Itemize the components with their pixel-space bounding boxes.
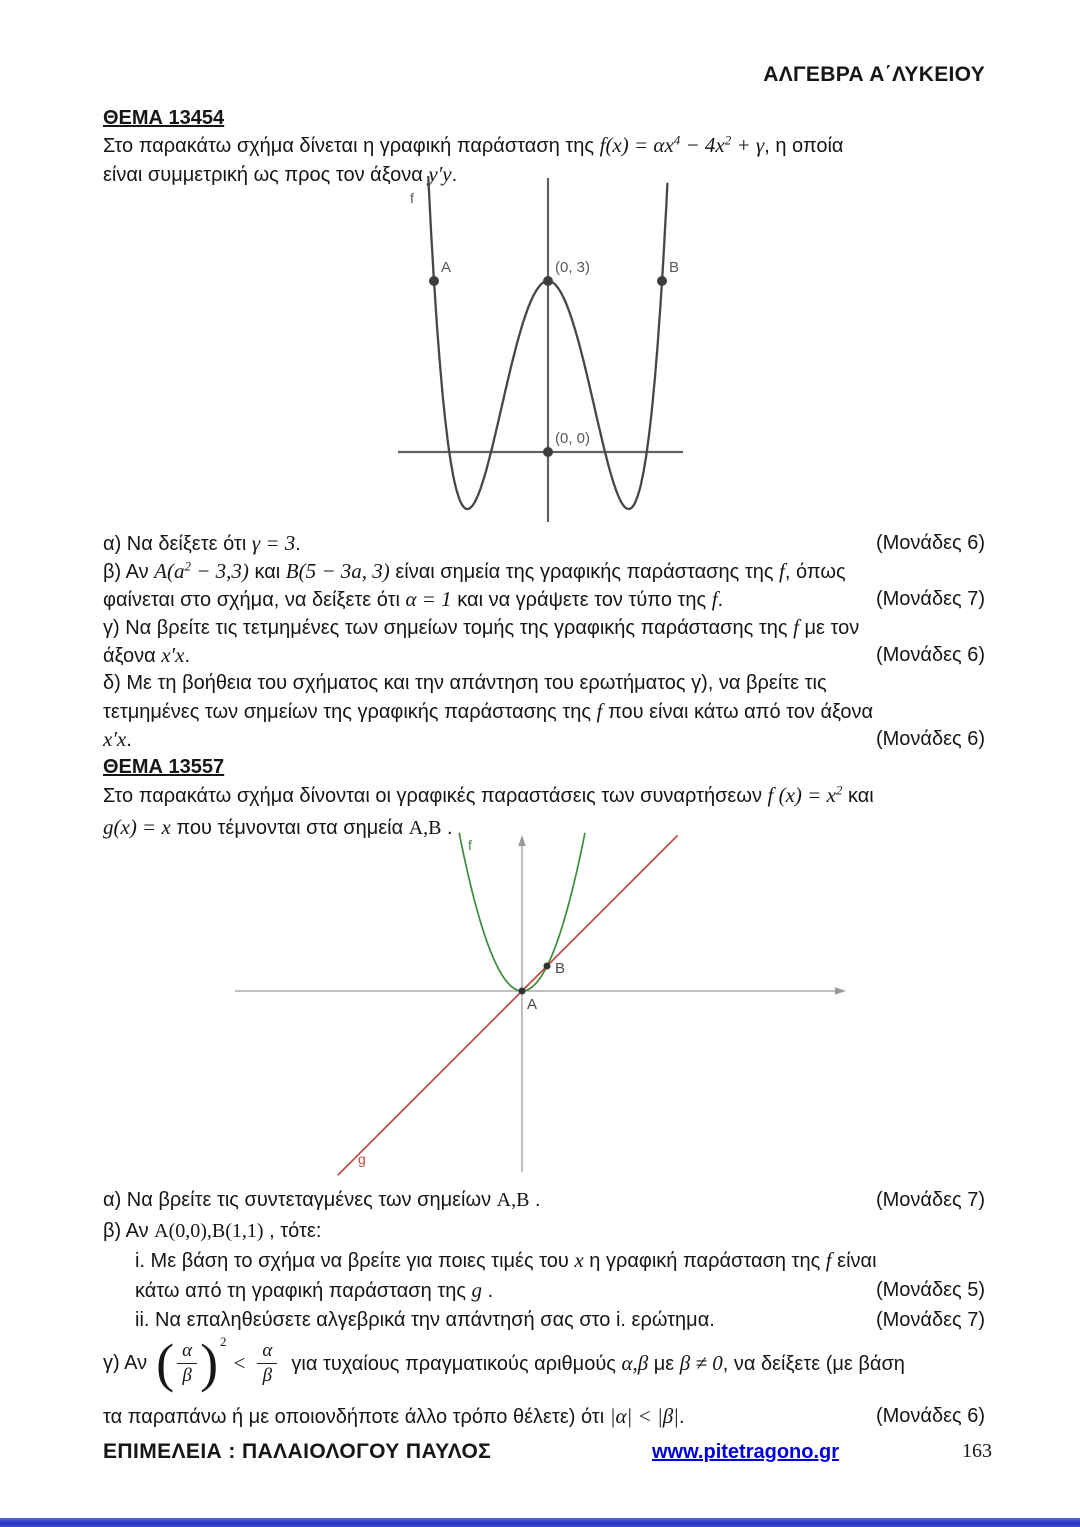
point-dot <box>544 963 551 970</box>
question-text: φαίνεται στο σχήμα, να δείξετε ότι α = 1 και να γράψετε τον τύπο της f. <box>103 587 724 611</box>
theme1-question-b-line1: β) Αν $A(a^2 - 3,3)$ και B(5 − 3a, 3) είναι σημεία της γραφικής παράστασης της f, όπως <box>103 558 846 583</box>
points-label: (Μονάδες 7) <box>875 588 985 610</box>
right-paren: ) <box>200 1333 219 1393</box>
question-text: α) Να βρείτε τις συντεταγμένες των σημείων A,B . <box>103 1189 541 1211</box>
question-text: γ) Αν <box>103 1352 148 1374</box>
points-label: (Μονάδες 7) <box>875 1309 985 1331</box>
theme2-question-b-i-line1: i. Με βάση το σχήμα να βρείτε για ποιες τιμές του x η γραφική παράσταση της f είναι <box>135 1248 877 1272</box>
theme2-question-c-line2 <box>103 1402 985 1431</box>
theme1-title: ΘΕΜΑ 13454 <box>103 107 225 129</box>
point-dot <box>543 447 553 457</box>
fraction-exponent: 2 <box>220 1334 227 1349</box>
theme1-question-b-line2 <box>103 585 985 614</box>
point-dot <box>657 276 667 286</box>
point-label: B <box>555 960 566 977</box>
theme1-question-d-line3 <box>103 725 985 754</box>
question-text: για τυχαίους πραγματικούς αριθμούς α,β με β ≠ 0, να δείξετε (με βάση <box>291 1350 905 1375</box>
point-label: B <box>669 259 680 276</box>
theme2-parabola-line-graph <box>230 831 855 1181</box>
theme1-question-d-line1: δ) Με τη βοήθεια του σχήματος και την απάντηση του ερωτήματος γ), να βρείτε τις <box>103 672 827 694</box>
question-text: α) Να δείξετε ότι γ = 3. <box>103 531 301 555</box>
page-number: 163 <box>962 1440 992 1462</box>
theme2-title: ΘΕΜΑ 13557 <box>103 756 225 778</box>
theme1-question-c-line2 <box>103 641 985 670</box>
theme1-question-c-line1: γ) Να βρείτε τις τετμημένες των σημείων τομής της γραφικής παράστασης της f με τον <box>103 615 860 639</box>
fraction-denominator: β <box>262 1364 273 1386</box>
points-label: (Μονάδες 6) <box>875 532 985 554</box>
fraction-expression <box>155 1333 279 1393</box>
theme2-intro-line2: g(x) = x που τέμνονται στα σημεία A,B . <box>103 815 453 839</box>
theme2-intro-line1: Στο παρακάτω σχήμα δίνονται οι γραφικές παραστάσεις των συναρτήσεων f $(x) = x^2$ και <box>103 782 874 807</box>
theme1-question-d-line2: τετμημένες των σημείων της γραφικής παράστασης της f που είναι κάτω από τον άξονα <box>103 699 874 723</box>
theme1-question-a <box>103 529 985 558</box>
curve-label-g: g <box>358 1151 366 1167</box>
fraction-rhs <box>257 1339 277 1388</box>
points-label: (Μονάδες 6) <box>875 1405 985 1427</box>
theme1-intro-line1: Στο παρακάτω σχήμα δίνεται η γραφική παράσταση της $f(x) = \alpha x^4 - 4x^2 + \gamma$, η οποία <box>103 132 844 157</box>
point-label: A <box>527 996 538 1013</box>
question-text: x′x. <box>103 727 132 751</box>
curve-label-f: f <box>468 837 472 853</box>
question-text: άξονα x′x. <box>103 643 191 667</box>
question-text: τα παραπάνω ή με οποιονδήποτε άλλο τρόπο θέλετε) ότι |α| < |β|. <box>103 1404 685 1428</box>
point-label: A <box>441 259 452 276</box>
point-dot <box>543 276 553 286</box>
theme1-intro-line2: είναι συμμετρική ως προς τον άξονα y′y. <box>103 162 458 186</box>
theme2-question-a <box>103 1186 985 1215</box>
line-curve-g <box>338 836 677 1175</box>
curve-label-f: f <box>410 190 414 206</box>
page-header-title: ΑΛΓΕΒΡΑ Α΄ΛΥΚΕΙΟΥ <box>763 63 985 86</box>
fraction-lhs <box>177 1339 197 1388</box>
footer-website-link[interactable]: www.pitetragono.gr <box>652 1441 840 1463</box>
footer-credit: ΕΠΙΜΕΛΕΙΑ : ΠΑΛΑΙΟΛΟΓΟΥ ΠΑΥΛΟΣ <box>103 1440 492 1463</box>
fraction-numerator: α <box>257 1339 277 1364</box>
points-label: (Μονάδες 6) <box>875 644 985 666</box>
x-axis-arrow-icon <box>835 987 846 995</box>
inequality-sign: < <box>233 1351 246 1375</box>
bottom-blue-bar <box>0 1518 1080 1527</box>
theme1-quartic-graph <box>380 176 700 524</box>
point-dot <box>429 276 439 286</box>
fraction-denominator: β <box>182 1364 192 1386</box>
left-paren: ( <box>156 1333 175 1393</box>
question-text: κάτω από τη γραφική παράσταση της g . <box>135 1278 494 1302</box>
fraction-numerator: α <box>177 1339 197 1364</box>
points-label: (Μονάδες 7) <box>875 1189 985 1211</box>
theme2-question-c-line1 <box>103 1326 985 1400</box>
point-label: (0, 3) <box>555 259 591 276</box>
point-label: (0, 0) <box>555 430 591 447</box>
y-axis-arrow-icon <box>518 835 526 846</box>
theme2-question-b: β) Αν A(0,0),B(1,1) , τότε: <box>103 1220 322 1242</box>
question-text: ii. Να επαληθεύσετε αλγεβρικά την απάντησή σας στο i. ερώτημα. <box>135 1309 715 1331</box>
points-label: (Μονάδες 6) <box>875 728 985 750</box>
theme2-question-b-i-line2 <box>103 1276 985 1305</box>
point-dot <box>519 988 526 995</box>
points-label: (Μονάδες 5) <box>875 1279 985 1301</box>
